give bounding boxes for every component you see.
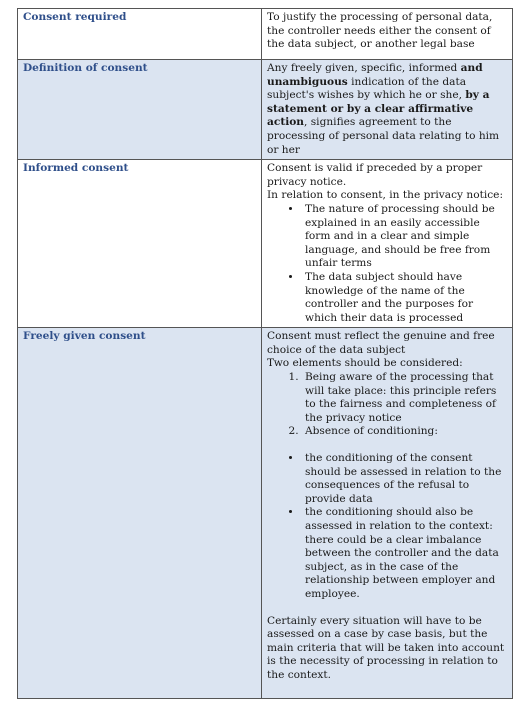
bullet-list bbox=[267, 203, 507, 325]
table-row bbox=[18, 160, 513, 328]
row-label: Informed consent bbox=[18, 160, 262, 328]
definition-bold: and unambiguous bbox=[267, 62, 483, 88]
list-item: • the conditioning should also be assessed in relation to the context: there could be a clear imbalance between the controller and the data subject, as in the case of the relationship between employer and employee. bbox=[302, 506, 507, 601]
list-item: 2. Absence of conditioning: bbox=[302, 425, 507, 439]
paragraph: Certainly every situation will have to be assessed on a case by case basis, but the main criteria that will be taken into account is the necessity of processing in relation to the context. bbox=[267, 614, 505, 681]
row-content bbox=[262, 60, 513, 160]
paragraph: Two elements should be considered: bbox=[267, 357, 463, 370]
list-item: • The data subject should have knowledge of the name of the controller and the purposes for which their data is processed bbox=[302, 271, 507, 325]
row-label: Consent required bbox=[18, 9, 262, 60]
row-content bbox=[262, 328, 513, 699]
definition-text: , signifies agreement to the processing of personal data relating to him or her bbox=[267, 116, 500, 156]
definition-text: Any freely given, specific, informed bbox=[267, 62, 461, 74]
bullet-list bbox=[267, 452, 507, 602]
definition-text: indication of the data subject's wishes by which he or she, bbox=[267, 75, 467, 102]
list-item: • The nature of processing should be explained in an easily accessible form and in a clear and simple language, and should be free from unfair terms bbox=[302, 203, 507, 271]
paragraph: Consent is valid if preceded by a proper privacy notice. bbox=[267, 162, 483, 188]
row-text: To justify the processing of personal data, the controller needs either the consent of the data subject, or another legal base bbox=[267, 11, 493, 51]
paragraph: In relation to consent, in the privacy notice: bbox=[267, 189, 504, 202]
list-item: 1. Being aware of the processing that will take place: this principle refers to the fairness and completeness of the privacy notice bbox=[302, 371, 507, 425]
row-content bbox=[262, 9, 513, 60]
table-row bbox=[18, 60, 513, 160]
table-row bbox=[18, 9, 513, 60]
consent-table bbox=[17, 8, 513, 699]
row-content bbox=[262, 160, 513, 328]
paragraph: Consent must reflect the genuine and free choice of the data subject bbox=[267, 330, 495, 356]
row-label: Definition of consent bbox=[18, 60, 262, 160]
list-item: • the conditioning of the consent should be assessed in relation to the consequences of the refusal to provide data bbox=[302, 452, 507, 506]
spacer bbox=[267, 602, 507, 615]
row-label: Freely given consent bbox=[18, 328, 262, 699]
numbered-list bbox=[267, 371, 507, 439]
spacer bbox=[267, 439, 507, 452]
table-row bbox=[18, 328, 513, 699]
definition-bold: by a statement or by a clear affirmative action bbox=[267, 89, 490, 129]
